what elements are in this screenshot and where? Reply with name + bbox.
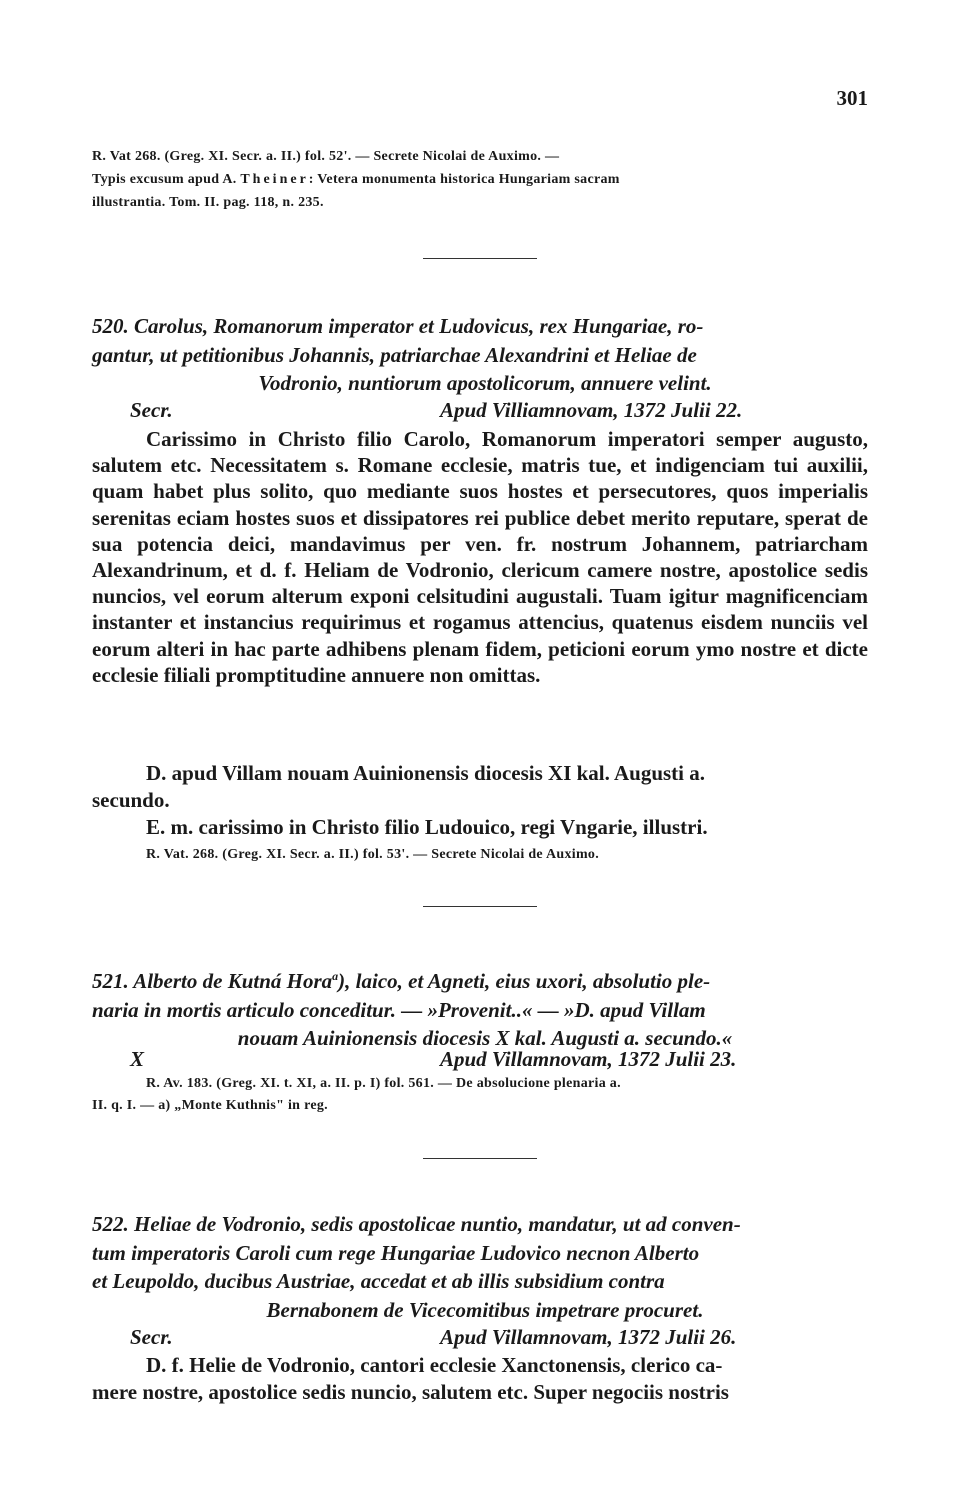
regest-text: Heliae de Vodronio, sedis apostolicae nuntio, mandatur, ut ad conven- (128, 1212, 741, 1236)
source-line: II. q. I. — a) „Monte Kuthnis" in reg. (92, 1098, 328, 1113)
section-divider (423, 906, 537, 907)
editor-name: Theiner (240, 172, 309, 187)
register-siglum: X (130, 1047, 145, 1071)
regest-line (92, 312, 868, 341)
entry-521-source (92, 1073, 868, 1117)
body-line: mere nostre, apostolice sedis nuncio, salutem etc. Super negociis nostris (92, 1380, 729, 1404)
regest-line: et Leupoldo, ducibus Austriae, accedat et ab illis subsidium contra (92, 1269, 665, 1293)
entry-520-source: R. Vat. 268. (Greg. XI. Secr. a. II.) fol. 53'. — Secrete Nicolai de Auximo. (146, 847, 600, 862)
entry-520-dateline (92, 398, 868, 426)
entry-522-body (92, 1352, 868, 1406)
entry-number: 522. (92, 1212, 129, 1236)
regest-line: gantur, ut petitionibus Johannis, patriarchae Alexandrini et Heliae de (92, 342, 697, 367)
regest-text: Carolus, Romanorum imperator et Ludovicus, rex Hungariae, ro- (128, 314, 704, 338)
regest-text: Alberto de Kutná Hora (128, 969, 333, 993)
source-line: R. Av. 183. (Greg. XI. t. XI, a. II. p. I) fol. 561. — De absolucione plenaria a. (146, 1076, 621, 1091)
entry-521-regest (92, 962, 868, 1053)
address-line: E. m. carissimo in Christo filio Ludouico, regi Vngarie, illustri. (146, 815, 708, 839)
entry-522-regest (92, 1210, 868, 1324)
regest-line (92, 1210, 868, 1239)
datum-line: secundo. (92, 788, 170, 812)
entry-520-regest (92, 312, 868, 398)
regest-line: Bernabonem de Vicecomitibus impetrare procuret. (266, 1297, 704, 1322)
register-siglum: Secr. (130, 1325, 173, 1349)
regest-line: naria in mortis articulo conceditur. — »Provenit..« — »D. apud Villam (92, 997, 706, 1022)
entry-522-dateline (92, 1325, 868, 1353)
section-divider (423, 258, 537, 259)
footnote-marker: a (332, 969, 339, 983)
entry-521-dateline (92, 1047, 868, 1075)
top-note-line: illustrantia. Tom. II. pag. 118, n. 235. (92, 195, 324, 210)
page-number: 301 (836, 86, 868, 110)
entry-number: 520. (92, 314, 129, 338)
place-date: Apud Villamnovam, 1372 Julii 23. (440, 1047, 737, 1071)
regest-text: ), laico, et Agneti, eius uxori, absolutio ple- (338, 969, 711, 993)
entry-number: 521. (92, 969, 129, 993)
regest-line (92, 962, 868, 996)
top-note-text: Typis excusum apud A. (92, 172, 237, 187)
regest-line: Vodronio, nuntiorum apostolicorum, annuere velint. (258, 371, 712, 395)
place-date: Apud Villamnovam, 1372 Julii 26. (440, 1325, 737, 1349)
top-note-line (92, 168, 868, 191)
top-note-text: : Vetera monumenta historica Hungariam sacram (308, 172, 620, 187)
top-source-note (92, 145, 868, 214)
regest-line: nouam Auinionensis diocesis X kal. Augusti a. secundo.« (237, 1026, 733, 1050)
entry-520-body: Carissimo in Christo filio Carolo, Romanorum imperatori semper augusto, salutem etc. Necessitatem s. Romane ecclesie, matris tue, et indigenciam tui auxilii, quam habet plus solito, quo mediante suos hostes et persecutores, quos imperialis serenitas eciam hostes suos et dissipatores rei publice debet merito reputare, sperat de sua potencia deici, mandavimus per ven. fr. nostrum Johannem, patriarcham Alexandrinum, et d. f. Heliam de Vodronio, clericum camere nostre, apostolice sedis nuncios, vel eorum alterum exponi celsitudini augustali. Tuam igitur magnificenciam instanter et instancius requirimus et rogamus attencius, quatenus eisdem nunciis vel eorum alteri in hac parte adhibens plenam fidem, peticioni eorum ymo nostre et dicte ecclesie filiali promptitudine annuere non omittas. (92, 427, 868, 687)
body-line: D. f. Helie de Vodronio, cantori ecclesie Xanctonensis, clerico ca- (146, 1353, 723, 1377)
register-siglum: Secr. (130, 398, 173, 422)
datum-line: D. apud Villam nouam Auinionensis diocesis XI kal. Augusti a. (146, 761, 706, 785)
top-note-line: R. Vat 268. (Greg. XI. Secr. a. II.) fol. 52'. — Secrete Nicolai de Auximo. — (92, 149, 560, 164)
regest-line: tum imperatoris Caroli cum rege Hungariae Ludovico necnon Alberto (92, 1240, 700, 1265)
section-divider (423, 1158, 537, 1159)
entry-520-datum (92, 760, 868, 841)
place-date: Apud Villiamnovam, 1372 Julii 22. (440, 398, 743, 422)
